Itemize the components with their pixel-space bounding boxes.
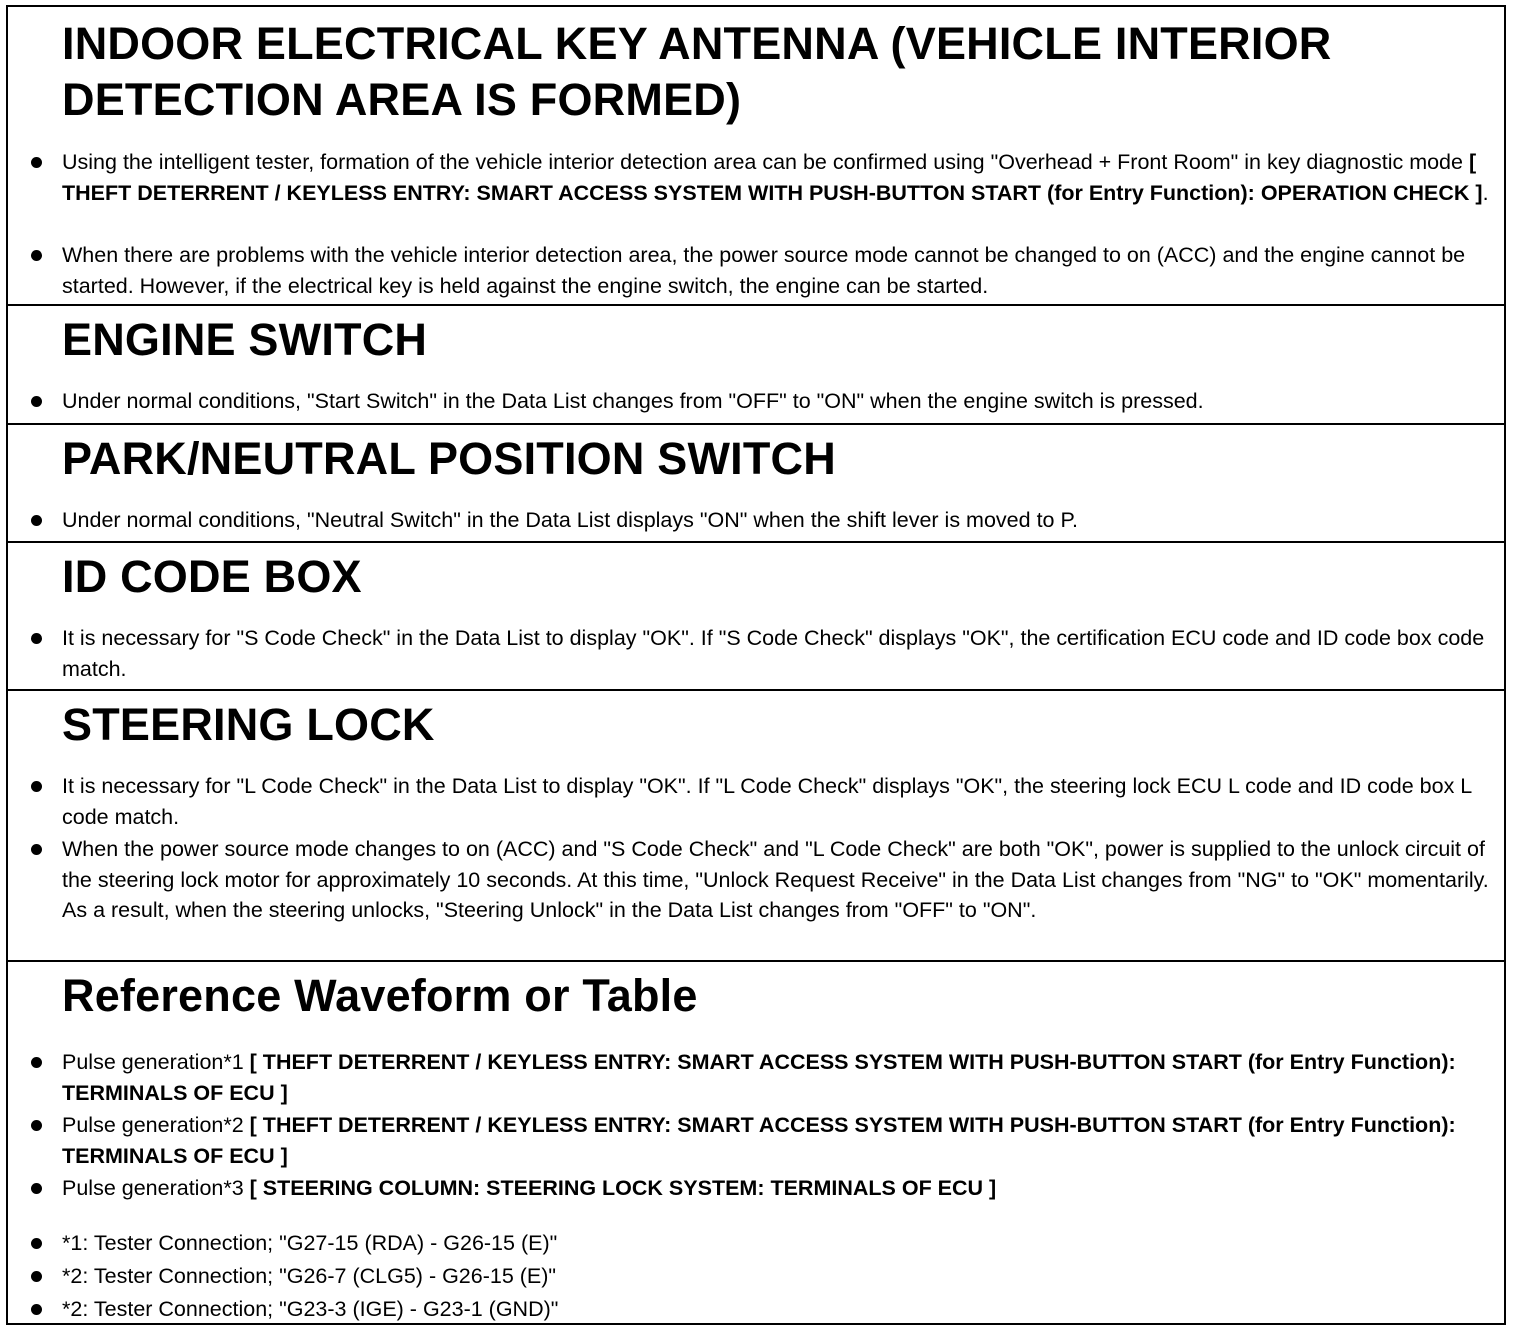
- section-park-neutral-switch: [8, 425, 1504, 543]
- manual-reference: [ STEERING COLUMN: STEERING LOCK SYSTEM: TERMINALS OF ECU ]: [249, 1176, 997, 1200]
- section-reference-waveform: [8, 962, 1504, 1323]
- title-line-1: INDOOR ELECTRICAL KEY ANTENNA (VEHICLE INTERIOR: [62, 18, 1332, 69]
- bullet-text: Under normal conditions, "Neutral Switch" in the Data List displays "ON" when the shift lever is moved to P.: [62, 508, 1079, 532]
- bullet-text: When the power source mode changes to on (ACC) and "S Code Check" and "L Code Check" are both "OK", power is supplied to the unlock circuit of the steering lock motor for approximately 10 seconds. At this time, "Unlock Request Receive" in the Data List changes from "NG" to "OK" momentarily. As a result, when the steering unlocks, "Steering Unlock" in the Data List changes from "OFF" to "ON".: [62, 837, 1489, 922]
- tester-note: *2: Tester Connection; "G26-7 (CLG5) - G26-15 (E)": [62, 1261, 1496, 1292]
- bullet-item: [62, 147, 1496, 208]
- bullet-item: [62, 1047, 1496, 1108]
- bullet-text: Under normal conditions, "Start Switch" in the Data List changes from "OFF" to "ON" when the engine switch is pressed.: [62, 389, 1204, 413]
- bullet-text: Using the intelligent tester, formation of the vehicle interior detection area can be confirmed using "Overhead + Front Room" in key diagnostic mode: [62, 150, 1469, 174]
- title-line-2: DETECTION AREA IS FORMED): [62, 74, 742, 125]
- section-engine-switch: [8, 306, 1504, 425]
- section-indoor-antenna: [8, 7, 1504, 306]
- document-page: [6, 5, 1506, 1325]
- manual-reference: [ THEFT DETERRENT / KEYLESS ENTRY: SMART ACCESS SYSTEM WITH PUSH-BUTTON START (for Entry Function): TERMINALS OF ECU ]: [62, 1050, 1456, 1105]
- section-title: STEERING LOCK: [62, 699, 435, 750]
- bullet-text: When there are problems with the vehicle interior detection area, the power source mode cannot be changed to on (ACC) and the engine cannot be started. However, if the electrical key is held against the engine switch, the engine can be started.: [62, 243, 1466, 298]
- bullet-item: [62, 771, 1496, 832]
- bullet-item: [62, 1173, 1496, 1204]
- section-title: PARK/NEUTRAL POSITION SWITCH: [62, 433, 836, 484]
- bullet-item: [62, 240, 1496, 301]
- section-title: ID CODE BOX: [62, 551, 362, 602]
- bullet-text: It is necessary for "S Code Check" in the Data List to display "OK". If "S Code Check" displays "OK", the certification ECU code and ID code box code match.: [62, 626, 1485, 681]
- tester-note: *1: Tester Connection; "G27-15 (RDA) - G26-15 (E)": [62, 1228, 1496, 1259]
- section-title: ENGINE SWITCH: [62, 314, 428, 365]
- section-id-code-box: [8, 543, 1504, 691]
- bullet-item: [62, 834, 1496, 926]
- bullet-text: Pulse generation*2: [62, 1113, 250, 1137]
- tester-note: *2: Tester Connection; "G23-3 (IGE) - G23-1 (GND)": [62, 1294, 1496, 1325]
- section-title: Reference Waveform or Table: [62, 970, 698, 1021]
- bullet-text-suffix: .: [1482, 180, 1489, 205]
- bullet-item: [62, 386, 1496, 417]
- bullet-text: It is necessary for "L Code Check" in the Data List to display "OK". If "L Code Check" displays "OK", the steering lock ECU L code and ID code box L code match.: [62, 774, 1472, 829]
- section-steering-lock: [8, 691, 1504, 962]
- bullet-item: [62, 505, 1496, 536]
- bullet-item: [62, 1110, 1496, 1171]
- manual-reference: [ THEFT DETERRENT / KEYLESS ENTRY: SMART ACCESS SYSTEM WITH PUSH-BUTTON START (for Entry Function): TERMINALS OF ECU ]: [62, 1113, 1456, 1168]
- bullet-text: Pulse generation*3: [62, 1176, 250, 1200]
- section-title: [62, 16, 1331, 128]
- bullet-item: [62, 623, 1496, 684]
- manual-reference: [ THEFT DETERRENT / KEYLESS ENTRY: SMART ACCESS SYSTEM WITH PUSH-BUTTON START (for Entry Function): OPERATION CHECK ]: [62, 150, 1483, 205]
- bullet-text: Pulse generation*1: [62, 1050, 250, 1074]
